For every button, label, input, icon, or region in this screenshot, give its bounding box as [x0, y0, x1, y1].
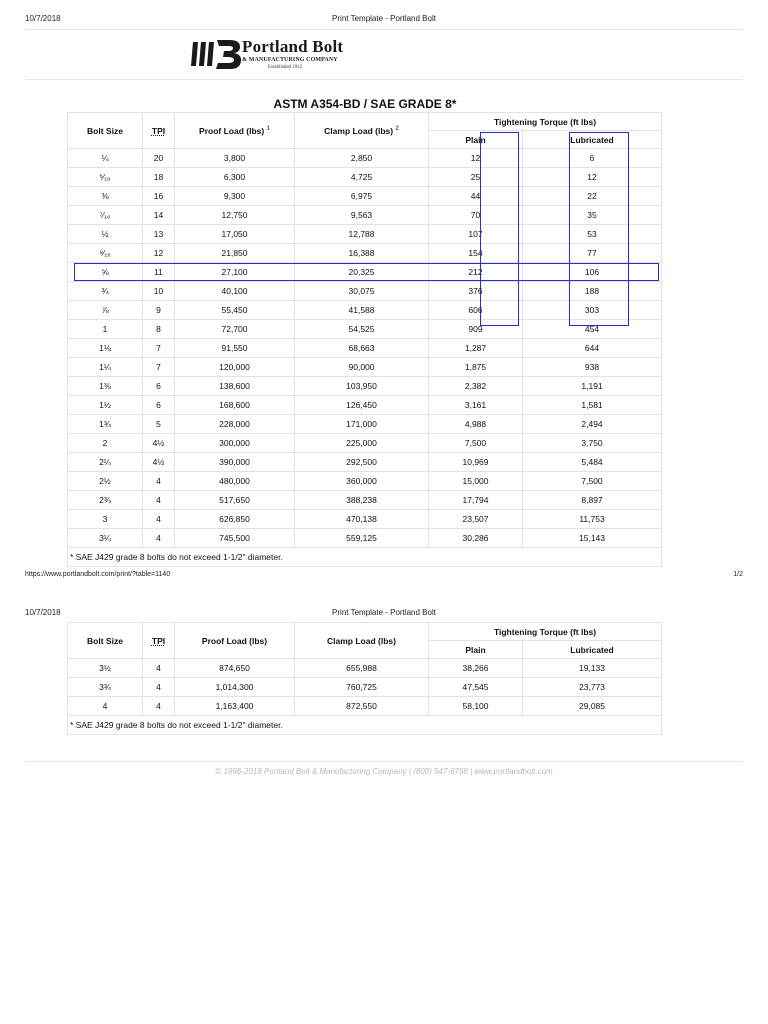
cell-clamp-load: 292,500 [295, 453, 429, 472]
col-header-bolt-size: Bolt Size [68, 623, 143, 659]
page-header [25, 14, 743, 26]
cell-proof-load: 72,700 [175, 320, 295, 339]
cell-torque-plain: 1,875 [429, 358, 523, 377]
footnote-link-2[interactable]: 2 [395, 125, 399, 132]
cell-torque-plain: 909 [429, 320, 523, 339]
highlight-plain-column [480, 132, 519, 326]
cell-tpi: 11 [143, 263, 175, 282]
cell-torque-plain: 30,286 [429, 529, 523, 548]
cell-bolt-size: ¼ [68, 149, 143, 168]
cell-torque-lubricated: 1,581 [523, 396, 662, 415]
cell-proof-load: 6,300 [175, 168, 295, 187]
cell-torque-plain: 23,507 [429, 510, 523, 529]
cell-bolt-size: 3 [68, 510, 143, 529]
table-row [68, 358, 662, 377]
cell-torque-lubricated: 303 [523, 301, 662, 320]
cell-torque-lubricated: 19,133 [523, 659, 662, 678]
tpi-abbr[interactable]: TPI [151, 635, 166, 646]
brand-established: Established 1912 [268, 65, 303, 70]
cell-tpi: 6 [143, 396, 175, 415]
cell-torque-lubricated: 5,484 [523, 453, 662, 472]
cell-tpi: 10 [143, 282, 175, 301]
cell-torque-lubricated: 644 [523, 339, 662, 358]
cell-bolt-size: ⅞ [68, 301, 143, 320]
portland-bolt-logo[interactable] [190, 36, 370, 76]
cell-torque-lubricated: 23,773 [523, 678, 662, 697]
cell-proof-load: 1,163,400 [175, 697, 295, 716]
cell-bolt-size: 2½ [68, 472, 143, 491]
cell-bolt-size: ⁷⁄₁₆ [68, 206, 143, 225]
cell-clamp-load: 30,075 [295, 282, 429, 301]
cell-proof-load: 27,100 [175, 263, 295, 282]
cell-bolt-size: 1⅜ [68, 377, 143, 396]
cell-proof-load: 40,100 [175, 282, 295, 301]
col-header-tightening-torque: Tightening Torque (ft lbs) [429, 623, 662, 641]
cell-clamp-load: 90,000 [295, 358, 429, 377]
cell-tpi: 4 [143, 697, 175, 716]
cell-proof-load: 91,550 [175, 339, 295, 358]
cell-torque-plain: 606 [429, 301, 523, 320]
highlight-row [74, 263, 659, 281]
cell-clamp-load: 360,000 [295, 472, 429, 491]
print-url[interactable]: https://www.portlandbolt.com/print/?table=1140 [25, 571, 171, 578]
cell-clamp-load: 6,975 [295, 187, 429, 206]
cell-tpi: 4 [143, 472, 175, 491]
cell-clamp-load: 103,950 [295, 377, 429, 396]
cell-torque-plain: 12 [429, 149, 523, 168]
cell-tpi: 7 [143, 339, 175, 358]
cell-tpi: 6 [143, 377, 175, 396]
print-date: 10/7/2018 [25, 14, 61, 23]
cell-bolt-size: 4 [68, 697, 143, 716]
tpi-abbr[interactable]: TPI [151, 125, 166, 136]
cell-clamp-load: 12,788 [295, 225, 429, 244]
cell-proof-load: 300,000 [175, 434, 295, 453]
cell-torque-plain: 1,287 [429, 339, 523, 358]
copyright-footer: © 1996-2018 Portland Bolt & Manufacturing Company | (800) 547-6758 | www.portlandbolt.com [215, 767, 553, 776]
col-header-tpi [143, 113, 175, 149]
cell-bolt-size: ⁵⁄₁₆ [68, 168, 143, 187]
cell-proof-load: 1,014,300 [175, 678, 295, 697]
cell-torque-plain: 17,794 [429, 491, 523, 510]
table-row [68, 339, 662, 358]
print-title: Print Template - Portland Bolt [332, 14, 436, 23]
table-title: ASTM A354-BD / SAE GRADE 8* [273, 97, 457, 111]
cell-proof-load: 168,600 [175, 396, 295, 415]
col-header-clamp-load [295, 113, 429, 149]
cell-torque-plain: 212 [429, 263, 523, 282]
table-row [68, 491, 662, 510]
cell-torque-plain: 10,969 [429, 453, 523, 472]
cell-tpi: 4 [143, 510, 175, 529]
highlight-lubricated-column [569, 132, 629, 326]
cell-bolt-size: ½ [68, 225, 143, 244]
cell-bolt-size: ¾ [68, 282, 143, 301]
cell-tpi: 14 [143, 206, 175, 225]
brand-name: Portland Bolt [242, 37, 344, 56]
cell-proof-load: 745,500 [175, 529, 295, 548]
table-row [68, 396, 662, 415]
brand-subtitle: & MANUFACTURING COMPANY [242, 57, 338, 63]
cell-clamp-load: 41,588 [295, 301, 429, 320]
cell-torque-plain: 2,382 [429, 377, 523, 396]
cell-torque-plain: 376 [429, 282, 523, 301]
cell-proof-load: 626,850 [175, 510, 295, 529]
table-row [68, 472, 662, 491]
cell-torque-plain: 7,500 [429, 434, 523, 453]
print-title: Print Template - Portland Bolt [332, 608, 436, 617]
cell-torque-lubricated: 29,085 [523, 697, 662, 716]
table-row [68, 415, 662, 434]
table-note: * SAE J429 grade 8 bolts do not exceed 1-1/2" diameter. [68, 548, 662, 567]
cell-proof-load: 17,050 [175, 225, 295, 244]
cell-torque-lubricated: 938 [523, 358, 662, 377]
divider [25, 761, 743, 762]
table-row [68, 453, 662, 472]
cell-clamp-load: 20,325 [295, 263, 429, 282]
table-row [68, 678, 662, 697]
cell-bolt-size: 1¼ [68, 358, 143, 377]
clamp-load-label: Clamp Load (lbs) [324, 125, 394, 136]
bolt-spec-table-continued [67, 622, 662, 735]
cell-torque-plain: 3,161 [429, 396, 523, 415]
cell-torque-plain: 154 [429, 244, 523, 263]
cell-torque-lubricated: 7,500 [523, 472, 662, 491]
cell-bolt-size: 2¾ [68, 491, 143, 510]
cell-clamp-load: 559,125 [295, 529, 429, 548]
cell-torque-lubricated: 53 [523, 225, 662, 244]
cell-clamp-load: 760,725 [295, 678, 429, 697]
cell-torque-lubricated: 15,143 [523, 529, 662, 548]
cell-proof-load: 138,600 [175, 377, 295, 396]
cell-tpi: 12 [143, 244, 175, 263]
cell-proof-load: 228,000 [175, 415, 295, 434]
table-note: * SAE J429 grade 8 bolts do not exceed 1-1/2" diameter. [68, 716, 662, 735]
cell-torque-lubricated: 12 [523, 168, 662, 187]
cell-bolt-size: 1⅛ [68, 339, 143, 358]
cell-tpi: 18 [143, 168, 175, 187]
col-header-clamp-load: Clamp Load (lbs) [295, 623, 429, 659]
cell-bolt-size: 1½ [68, 396, 143, 415]
divider [25, 29, 743, 30]
cell-bolt-size: ⅜ [68, 187, 143, 206]
cell-clamp-load: 54,525 [295, 320, 429, 339]
col-header-lubricated: Lubricated [523, 641, 662, 659]
col-header-lubricated: Lubricated [523, 131, 662, 149]
table-row [68, 377, 662, 396]
cell-bolt-size: ⁹⁄₁₆ [68, 244, 143, 263]
cell-torque-lubricated: 1,191 [523, 377, 662, 396]
cell-proof-load: 9,300 [175, 187, 295, 206]
cell-torque-plain: 70 [429, 206, 523, 225]
cell-torque-plain: 38,266 [429, 659, 523, 678]
cell-torque-lubricated: 6 [523, 149, 662, 168]
col-header-proof-load [175, 113, 295, 149]
cell-torque-lubricated: 77 [523, 244, 662, 263]
cell-bolt-size: 1¾ [68, 415, 143, 434]
cell-clamp-load: 16,388 [295, 244, 429, 263]
cell-torque-lubricated: 2,494 [523, 415, 662, 434]
col-header-proof-load: Proof Load (lbs) [175, 623, 295, 659]
cell-bolt-size: 2¼ [68, 453, 143, 472]
cell-bolt-size: ⅝ [68, 263, 143, 282]
cell-torque-lubricated: 8,897 [523, 491, 662, 510]
cell-torque-plain: 4,988 [429, 415, 523, 434]
bolt-logo-icon [190, 36, 242, 72]
cell-bolt-size: 3¾ [68, 678, 143, 697]
cell-torque-lubricated: 188 [523, 282, 662, 301]
cell-clamp-load: 655,988 [295, 659, 429, 678]
cell-proof-load: 517,650 [175, 491, 295, 510]
cell-bolt-size: 1 [68, 320, 143, 339]
cell-bolt-size: 3½ [68, 659, 143, 678]
cell-tpi: 4½ [143, 434, 175, 453]
cell-proof-load: 3,800 [175, 149, 295, 168]
cell-tpi: 4½ [143, 453, 175, 472]
cell-tpi: 8 [143, 320, 175, 339]
cell-bolt-size: 2 [68, 434, 143, 453]
cell-clamp-load: 872,550 [295, 697, 429, 716]
cell-torque-plain: 15,000 [429, 472, 523, 491]
cell-proof-load: 55,450 [175, 301, 295, 320]
cell-torque-plain: 44 [429, 187, 523, 206]
table-body [68, 659, 662, 716]
table-row [68, 510, 662, 529]
table-row [68, 529, 662, 548]
cell-torque-plain: 107 [429, 225, 523, 244]
cell-torque-lubricated: 35 [523, 206, 662, 225]
cell-torque-plain: 25 [429, 168, 523, 187]
col-header-tpi [143, 623, 175, 659]
cell-clamp-load: 126,450 [295, 396, 429, 415]
cell-proof-load: 390,000 [175, 453, 295, 472]
cell-proof-load: 874,650 [175, 659, 295, 678]
cell-tpi: 4 [143, 678, 175, 697]
col-header-tightening-torque: Tightening Torque (ft lbs) [429, 113, 662, 131]
cell-torque-lubricated: 22 [523, 187, 662, 206]
cell-torque-lubricated: 11,753 [523, 510, 662, 529]
cell-tpi: 4 [143, 491, 175, 510]
cell-torque-lubricated: 106 [523, 263, 662, 282]
cell-tpi: 13 [143, 225, 175, 244]
cell-clamp-load: 388,238 [295, 491, 429, 510]
divider [25, 79, 743, 80]
table-row [68, 697, 662, 716]
table-row [68, 434, 662, 453]
cell-tpi: 9 [143, 301, 175, 320]
cell-tpi: 5 [143, 415, 175, 434]
cell-clamp-load: 470,138 [295, 510, 429, 529]
cell-clamp-load: 68,663 [295, 339, 429, 358]
cell-clamp-load: 2,850 [295, 149, 429, 168]
cell-tpi: 20 [143, 149, 175, 168]
cell-torque-plain: 58,100 [429, 697, 523, 716]
cell-clamp-load: 4,725 [295, 168, 429, 187]
footnote-link-1[interactable]: 1 [266, 125, 270, 132]
cell-torque-lubricated: 3,750 [523, 434, 662, 453]
table-row [68, 659, 662, 678]
col-header-plain: Plain [429, 641, 523, 659]
cell-bolt-size: 3¼ [68, 529, 143, 548]
cell-clamp-load: 9,563 [295, 206, 429, 225]
cell-tpi: 16 [143, 187, 175, 206]
cell-tpi: 4 [143, 659, 175, 678]
page-number: 1/2 [733, 571, 743, 578]
cell-torque-plain: 47,545 [429, 678, 523, 697]
cell-tpi: 7 [143, 358, 175, 377]
cell-proof-load: 21,850 [175, 244, 295, 263]
page-header [25, 608, 743, 620]
cell-torque-lubricated: 454 [523, 320, 662, 339]
cell-clamp-load: 171,000 [295, 415, 429, 434]
cell-proof-load: 120,000 [175, 358, 295, 377]
print-date: 10/7/2018 [25, 608, 61, 617]
cell-tpi: 4 [143, 529, 175, 548]
cell-clamp-load: 225,000 [295, 434, 429, 453]
col-header-plain: Plain [429, 131, 523, 149]
proof-load-label: Proof Load (lbs) [199, 125, 265, 136]
cell-proof-load: 480,000 [175, 472, 295, 491]
cell-proof-load: 12,750 [175, 206, 295, 225]
col-header-bolt-size: Bolt Size [68, 113, 143, 149]
